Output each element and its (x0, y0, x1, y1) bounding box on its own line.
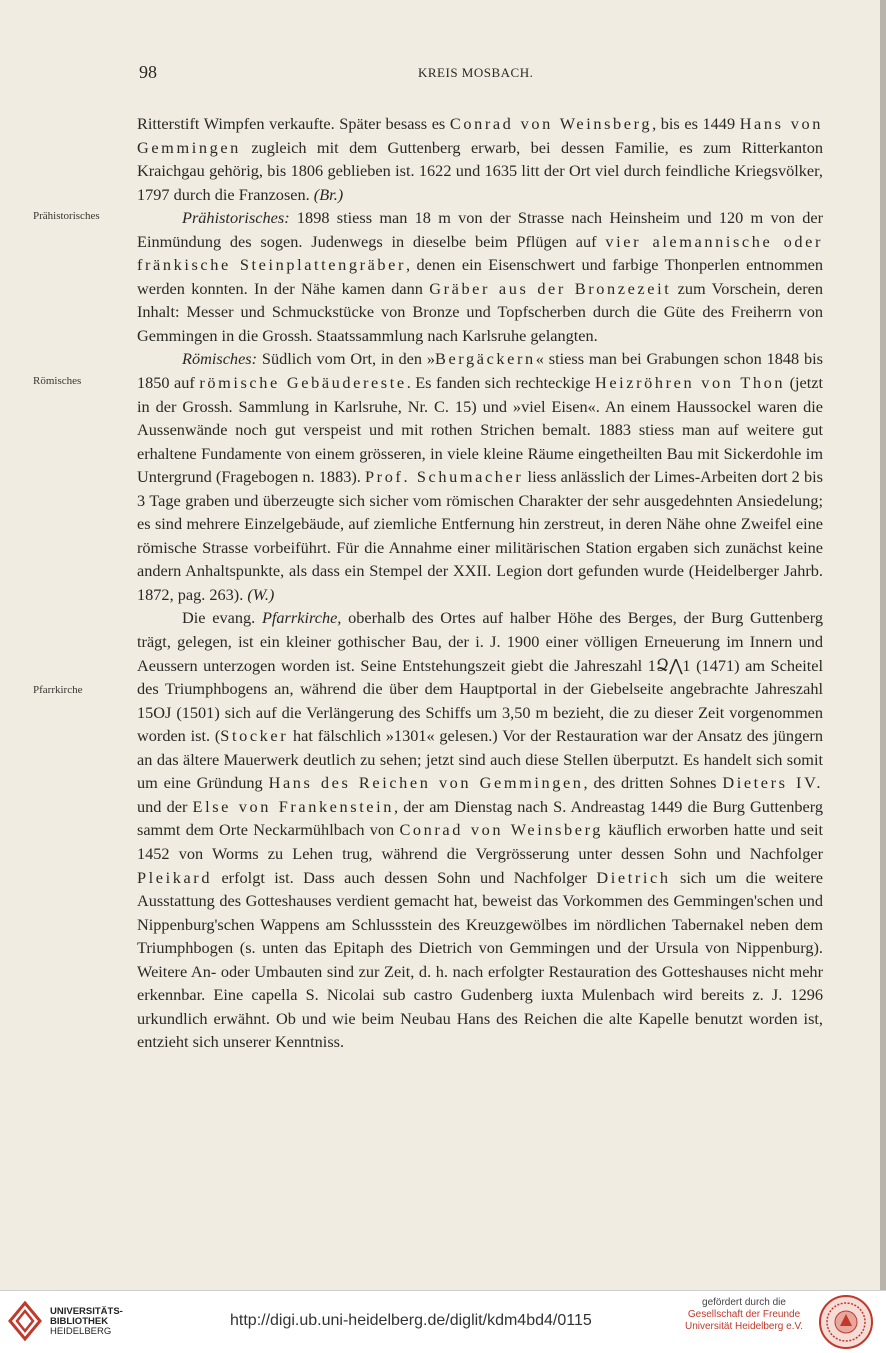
library-name[interactable]: UNIVERSITÄTS- BIBLIOTHEK HEIDELBERG (50, 1306, 123, 1337)
margin-note-roman: Römisches (33, 375, 82, 387)
page-number: 98 (139, 62, 157, 82)
body-text (137, 112, 823, 1054)
paragraph-roman: Römisches: Südlich vom Ort, in den »Bergäckern« stiess man bei Grabungen schon 1848 bis 1850 auf römische Gebäudereste. Es fanden sich rechteckige Heizröhren von Thon (jetzt in der Grossh. Sammlung in Karlsruhe, Nr. C. 15) und »viel Eisen«. An einem Haussockel waren die Aussenwände noch gut verspeist und mit rothen Strichen bemalt. 1883 stiess man auf weitere gut erhaltene Fundamente von einem grösseren, in viele kleine Räume eingetheilten Bau mit Sickerdohle im Untergrund (Fragebogen n. 1883). Prof. Schumacher liess anlässlich der Limes-Arbeiten dort 2 bis 3 Tage graben und überzeugte sich sicher vom römischen Charakter der sehr ausgedehnten Ansiedelung; es sind mehrere Einzelgebäude, auf ziemliche Entfernung hin zerstreut, in deren Nähe ohne Zweifel eine römische Strasse vorbeiführt. Für die Annahme einer militärischen Station ergaben sich zunächst keine andern Anhaltspunkte, als dass ein Stempel der XXII. Legion dort gefunden wurde (Heidelberger Jahrb. 1872, pag. 263). (W.) (137, 349, 824, 604)
sponsor-credit[interactable]: gefördert durch die Gesellschaft der Freunde Universität Heidelberg e.V. (684, 1297, 804, 1332)
paragraph-prehistoric: Prähistorisches: 1898 stiess man 18 m von der Strasse nach Heinsheim und 120 m von der Einmündung des sogen. Judenwegs in dieselbe beim Pflügen auf vier alemannische oder fränkische Steinplattengräber, denen ein Eisenschwert und farbige Thonperlen entnommen werden konnten. In der Nähe kamen dann Gräber aus der Bronzezeit zum Vorschein, deren Inhalt: Messer und Schmuckstücke von Bronze und Topfscherben durch die Güte des Freiherrn von Gemmingen in die Grossh. Staatssammlung nach Karlsruhe gelangten. (137, 208, 824, 345)
footer-bar (0, 1290, 886, 1353)
page-edge (880, 0, 886, 1290)
margin-note-prehistoric: Prähistorisches (33, 210, 100, 222)
library-logo-icon[interactable] (8, 1301, 42, 1341)
date-glyph-1471: 1Ձ⋀1 (647, 655, 691, 675)
running-title: KREIS MOSBACH. (418, 65, 534, 80)
date-glyph-1501: 15OJ (137, 702, 172, 722)
margin-note-parish-church: Pfarrkirche (33, 684, 83, 696)
paragraph-ownership: Ritterstift Wimpfen verkaufte. Später besass es Conrad von Weinsberg, bis es 1449 Hans von Gemmingen zugleich mit dem Guttenberg erwarb, bei dessen Familie, es zum Ritterkanton Kraichgau gehörig, bis 1806 geblieben ist. 1622 und 1635 litt der Ort viel durch feindliche Kriegsvölker, 1797 durch die Franzosen. (Br.) (137, 114, 823, 204)
university-seal-icon (818, 1294, 874, 1350)
permalink-url[interactable]: http://digi.ub.uni-heidelberg.de/diglit/kdm4bd4/0115 (230, 1312, 592, 1329)
paragraph-parish-church: Die evang. Pfarrkirche, oberhalb des Ortes auf halber Höhe des Berges, der Burg Guttenberg trägt, gelegen, ist ein kleiner gothischer Bau, der i. J. 1900 einer völligen Erneuerung im Innern und Aeussern unterzogen worden ist. Seine Entstehungszeit giebt die Jahreszahl 1Ձ⋀1 (1471) am Scheitel des Triumphbogens an, während die über dem Hauptportal in der Giebelseite angebrachte Jahreszahl 15OJ (1501) sich auf die Verlängerung des Schiffs um 3,50 m bezieht, die zu dieser Zeit vorgenommen worden ist. (Stocker hat fälschlich »1301« gelesen.) Vor der Restauration war der Ansatz des jüngern an das ältere Mauerwerk deutlich zu sehen; jetzt sind auch diese Stellen überputzt. Es handelt sich somit um eine Gründung Hans des Reichen von Gemmingen, des dritten Sohnes Dieters IV. und der Else von Frankenstein, der am Dienstag nach S. Andreastag 1449 die Burg Guttenberg sammt dem Orte Neckarmühlbach von Conrad von Weinsberg käuflich erworben hatte und seit 1452 von Worms zu Lehen trug, während die Vergrösserung unter dessen Sohn und Nachfolger Pleikard erfolgt ist. Dass auch dessen Sohn und Nachfolger Dietrich sich um die weitere Ausstattung des Gotteshauses verdient gemacht hat, beweist das Vorkommen des Gemmingen'schen und Nippenburg'schen Wappens am Schlussstein des Kreuzgewölbes im nördlichen Tabernakel neben dem Triumphbogen (s. unten das Epitaph des Dietrich von Gemmingen und der Ursula von Nippenburg). Weitere An- oder Umbauten sind zur Zeit, d. h. nach erfolgter Restauration des Gotteshauses nicht mehr erkennbar. Eine capella S. Nicolai sub castro Gudenberg iuxta Mulenbach wird bereits z. J. 1296 urkundlich erwähnt. Ob und wie beim Neubau Hans des Reichen die alte Kapelle benutzt worden ist, entzieht sich unserer Kenntniss. (137, 608, 824, 1052)
